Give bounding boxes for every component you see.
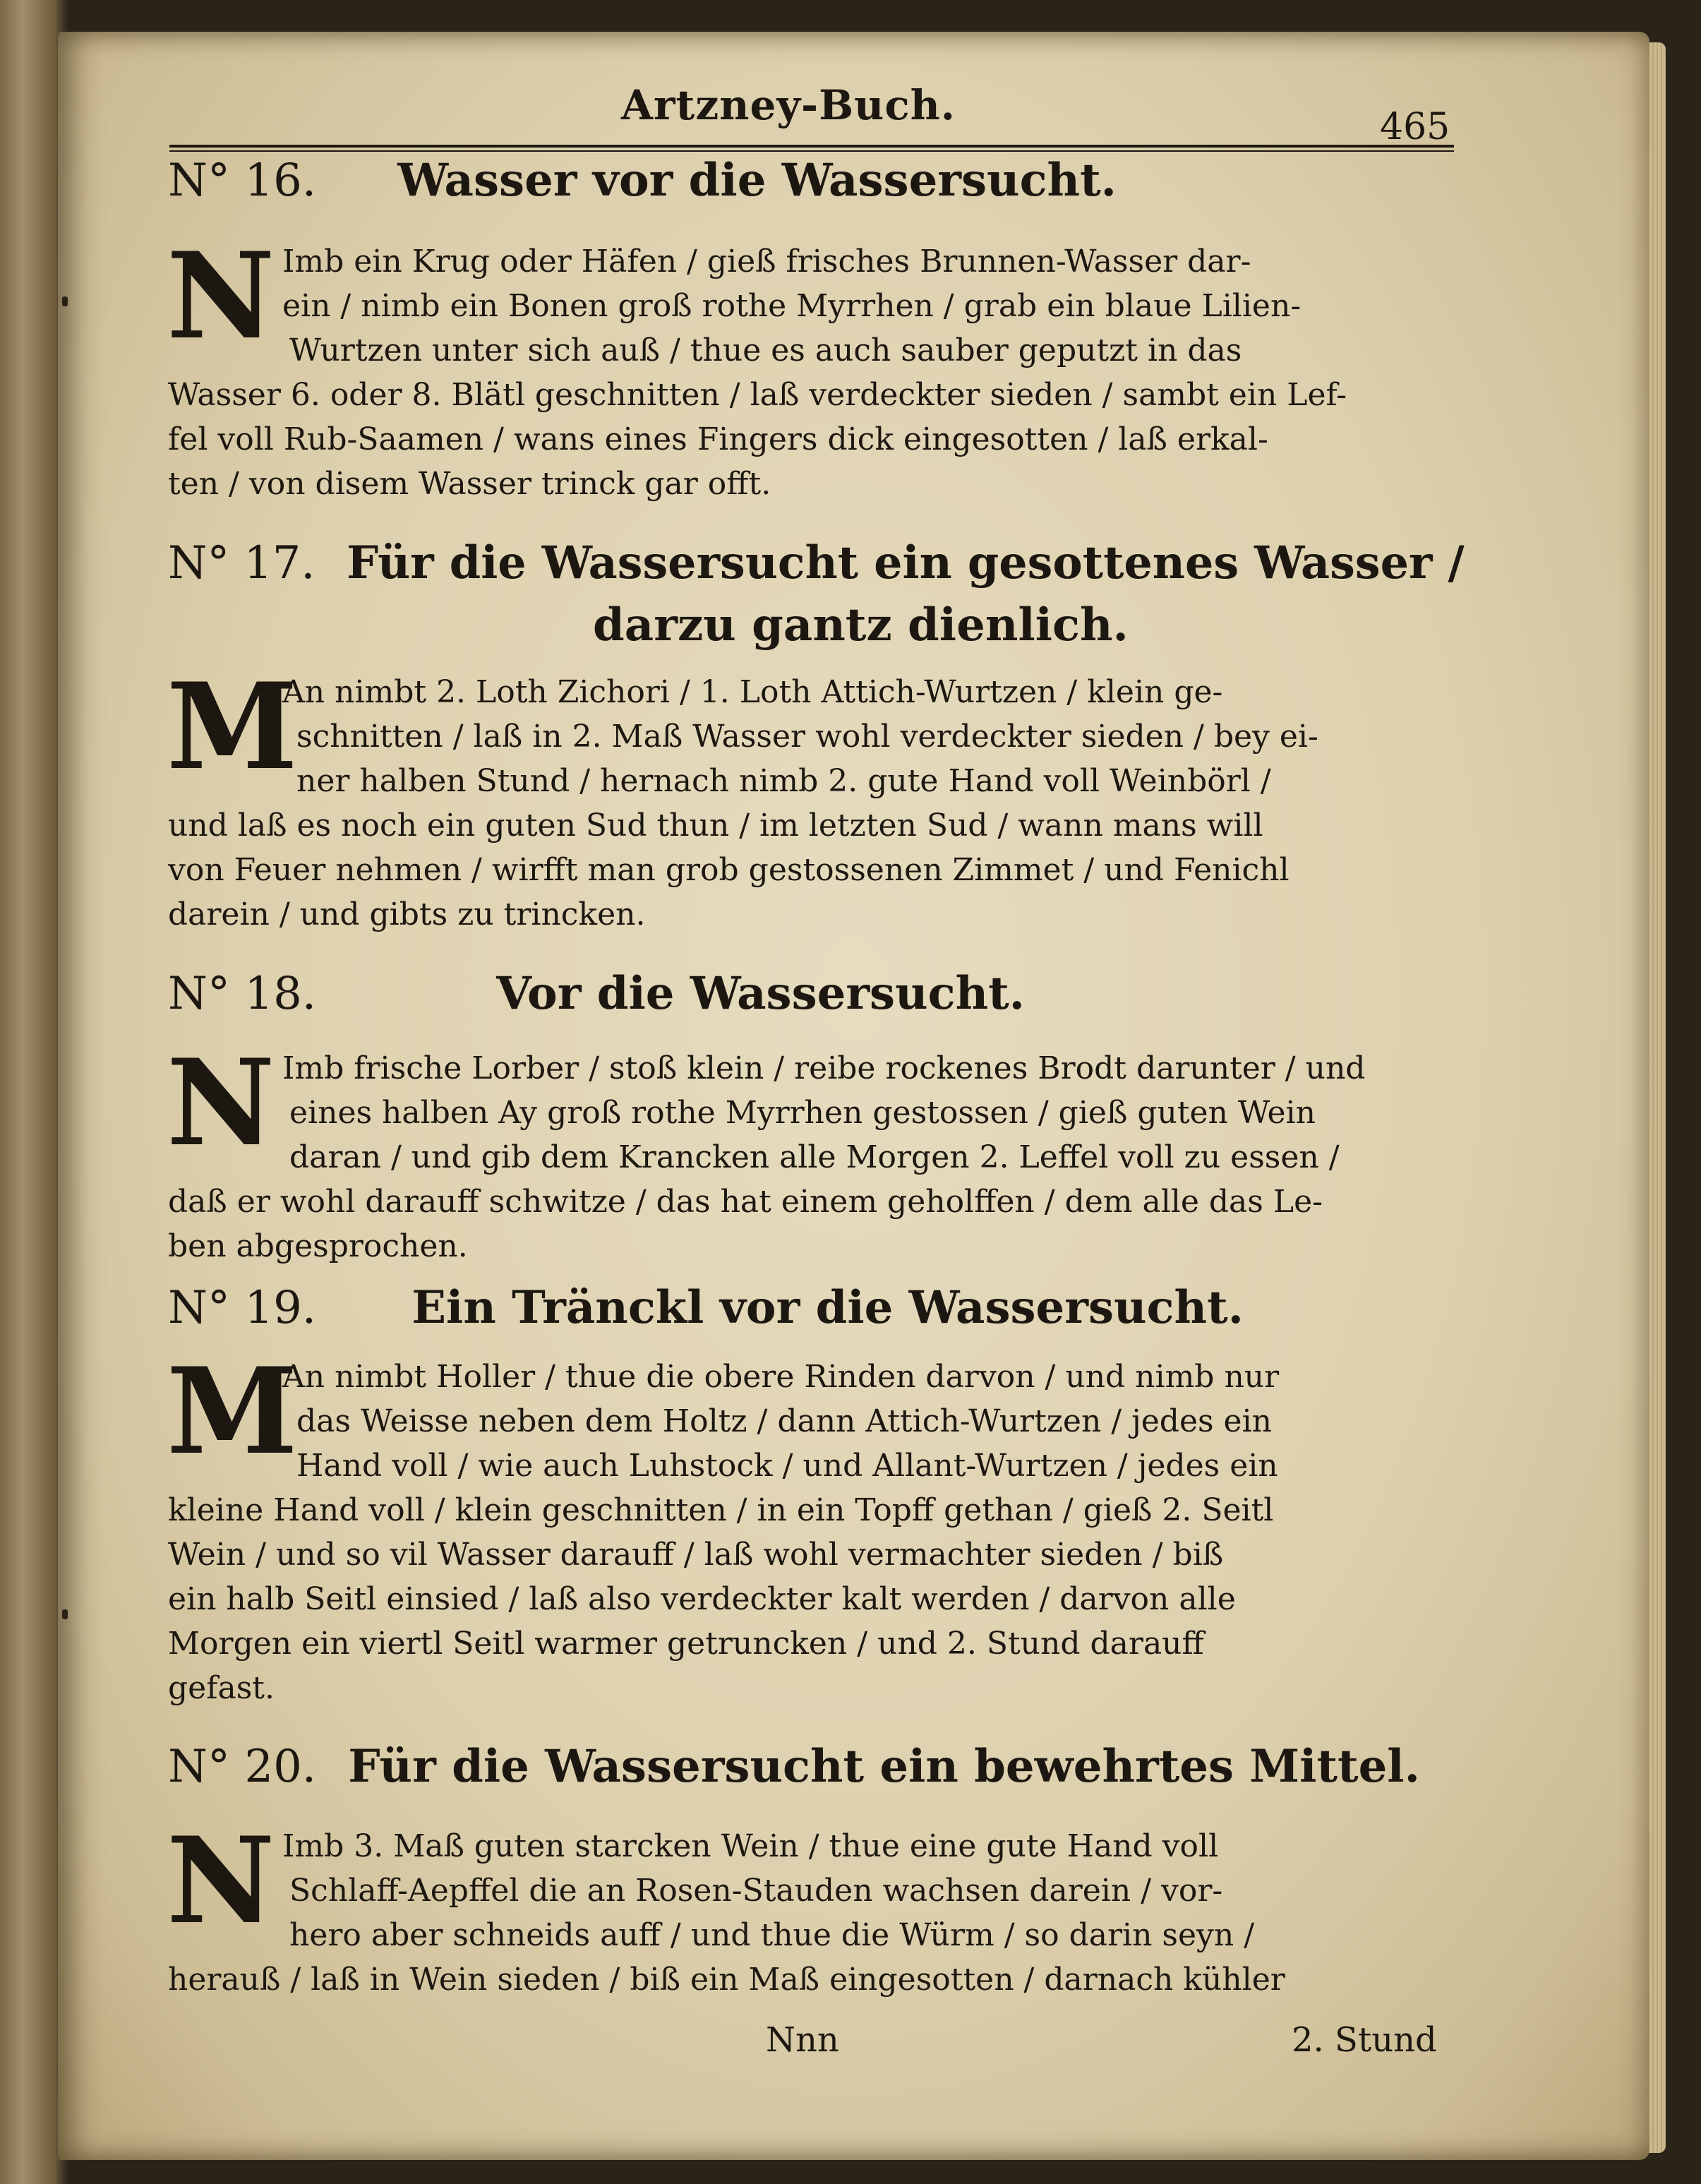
- signature-mark: Nnn: [766, 2020, 839, 2060]
- recipe-16-line-1: Imb ein Krug oder Häfen / gieß frisches Brunnen-Wasser dar-: [282, 244, 1251, 280]
- header-rule: [169, 145, 1454, 152]
- recipe-17-title-line-2: darzu gantz dienlich.: [593, 599, 1129, 652]
- recipe-20-number: N° 20.: [168, 1741, 317, 1793]
- recipe-19-drop-cap: M: [167, 1341, 298, 1481]
- recipe-19-number: N° 19.: [168, 1282, 317, 1334]
- recipe-18-line-2: eines halben Ay groß rothe Myrrhen gestossen / gieß guten Wein: [289, 1095, 1316, 1131]
- recipe-16-line-5: fel voll Rub-Saamen / wans eines Fingers dick eingesotten / laß erkal-: [168, 421, 1268, 457]
- recipe-19-line-7: Morgen ein viertl Seitl warmer getruncken / und 2. Stund darauff: [168, 1626, 1204, 1662]
- recipe-20-drop-cap: N: [167, 1811, 275, 1950]
- recipe-17-line-4: und laß es noch ein guten Sud thun / im letzten Sud / wann mans will: [168, 808, 1263, 844]
- recipe-20-line-1: Imb 3. Maß guten starcken Wein / thue eine gute Hand voll: [282, 1828, 1219, 1864]
- catchword: 2. Stund: [1292, 2020, 1437, 2060]
- recipe-17-line-3: ner halben Stund / hernach nimb 2. gute Hand voll Weinbörl /: [296, 763, 1271, 799]
- recipe-20-heading: [168, 1740, 1420, 1793]
- recipe-19-heading: [168, 1281, 1244, 1334]
- recipe-17-line-6: darein / und gibts zu trincken.: [168, 896, 646, 932]
- recipe-17-line-5: von Feuer nehmen / wirfft man grob gestossenen Zimmet / und Fenichl: [168, 852, 1290, 888]
- recipe-16-line-4: Wasser 6. oder 8. Blätl geschnitten / laß verdeckter sieden / sambt ein Lef-: [168, 377, 1347, 413]
- recipe-20-title: Für die Wassersucht ein bewehrtes Mittel.: [348, 1740, 1420, 1793]
- recipe-16-line-6: ten / von disem Wasser trinck gar offt.: [168, 466, 771, 502]
- recipe-17-drop-cap: M: [167, 656, 298, 796]
- recipe-16-line-3: Wurtzen unter sich auß / thue es auch sauber geputzt in das: [289, 332, 1242, 368]
- recipe-18-line-4: daß er wohl darauff schwitze / das hat einem geholffen / dem alle das Le-: [168, 1184, 1323, 1220]
- recipe-20-line-2: Schlaff-Aepffel die an Rosen-Stauden wachsen darein / vor-: [289, 1873, 1223, 1909]
- recipe-18-line-3: daran / und gib dem Krancken alle Morgen 2. Leffel voll zu essen /: [289, 1139, 1340, 1175]
- recipe-16-drop-cap: N: [167, 226, 275, 366]
- recipe-18-title: Vor die Wassersucht.: [496, 967, 1025, 1020]
- running-head: Artzney-Buch.: [621, 81, 956, 129]
- recipe-19-title: Ein Tränckl vor die Wassersucht.: [411, 1281, 1244, 1334]
- recipe-17-line-2: schnitten / laß in 2. Maß Wasser wohl verdeckter sieden / bey ei-: [296, 719, 1318, 755]
- recipe-17-title: Für die Wassersucht ein gesottenes Wasser /: [347, 536, 1465, 589]
- recipe-17-heading: [168, 536, 1465, 589]
- recipe-20-line-4: herauß / laß in Wein sieden / biß ein Maß eingesotten / darnach kühler: [168, 1962, 1285, 1998]
- recipe-19-line-5: Wein / und so vil Wasser darauff / laß wohl vermachter sieden / biß: [168, 1537, 1224, 1573]
- recipe-16-number: N° 16.: [168, 155, 317, 207]
- recipe-17-line-1: An nimbt 2. Loth Zichori / 1. Loth Attich-Wurtzen / klein ge-: [282, 674, 1223, 710]
- recipe-19-line-2: das Weisse neben dem Holtz / dann Attich-Wurtzen / jedes ein: [296, 1403, 1273, 1439]
- recipe-20-line-3: hero aber schneids auff / und thue die Würm / so darin seyn /: [289, 1917, 1255, 1953]
- recipe-17-number: N° 17.: [168, 537, 315, 589]
- recipe-19-line-6: ein halb Seitl einsied / laß also verdeckter kalt werden / darvon alle: [168, 1581, 1236, 1617]
- recipe-18-line-1: Imb frische Lorber / stoß klein / reibe rockenes Brodt darunter / und: [282, 1050, 1366, 1086]
- recipe-16-title: Wasser vor die Wassersucht.: [397, 154, 1117, 207]
- recipe-18-line-5: ben abgesprochen.: [168, 1228, 468, 1264]
- recipe-18-drop-cap: N: [167, 1033, 275, 1172]
- left-page-edge: [0, 0, 56, 2184]
- recipe-18-number: N° 18.: [168, 968, 317, 1020]
- recipe-19-line-8: gefast.: [168, 1670, 275, 1706]
- recipe-19-line-4: kleine Hand voll / klein geschnitten / in ein Topff gethan / gieß 2. Seitl: [168, 1492, 1274, 1528]
- recipe-18-heading: [168, 967, 1025, 1020]
- recipe-19-line-1: An nimbt Holler / thue die obere Rinden darvon / und nimb nur: [282, 1359, 1280, 1395]
- page-number: 465: [1380, 106, 1450, 148]
- recipe-19-line-3: Hand voll / wie auch Luhstock / und Allant-Wurtzen / jedes ein: [296, 1448, 1278, 1484]
- recipe-16-heading: [168, 154, 1117, 207]
- recipe-16-line-2: ein / nimb ein Bonen groß rothe Myrrhen / grab ein blaue Lilien-: [282, 288, 1302, 324]
